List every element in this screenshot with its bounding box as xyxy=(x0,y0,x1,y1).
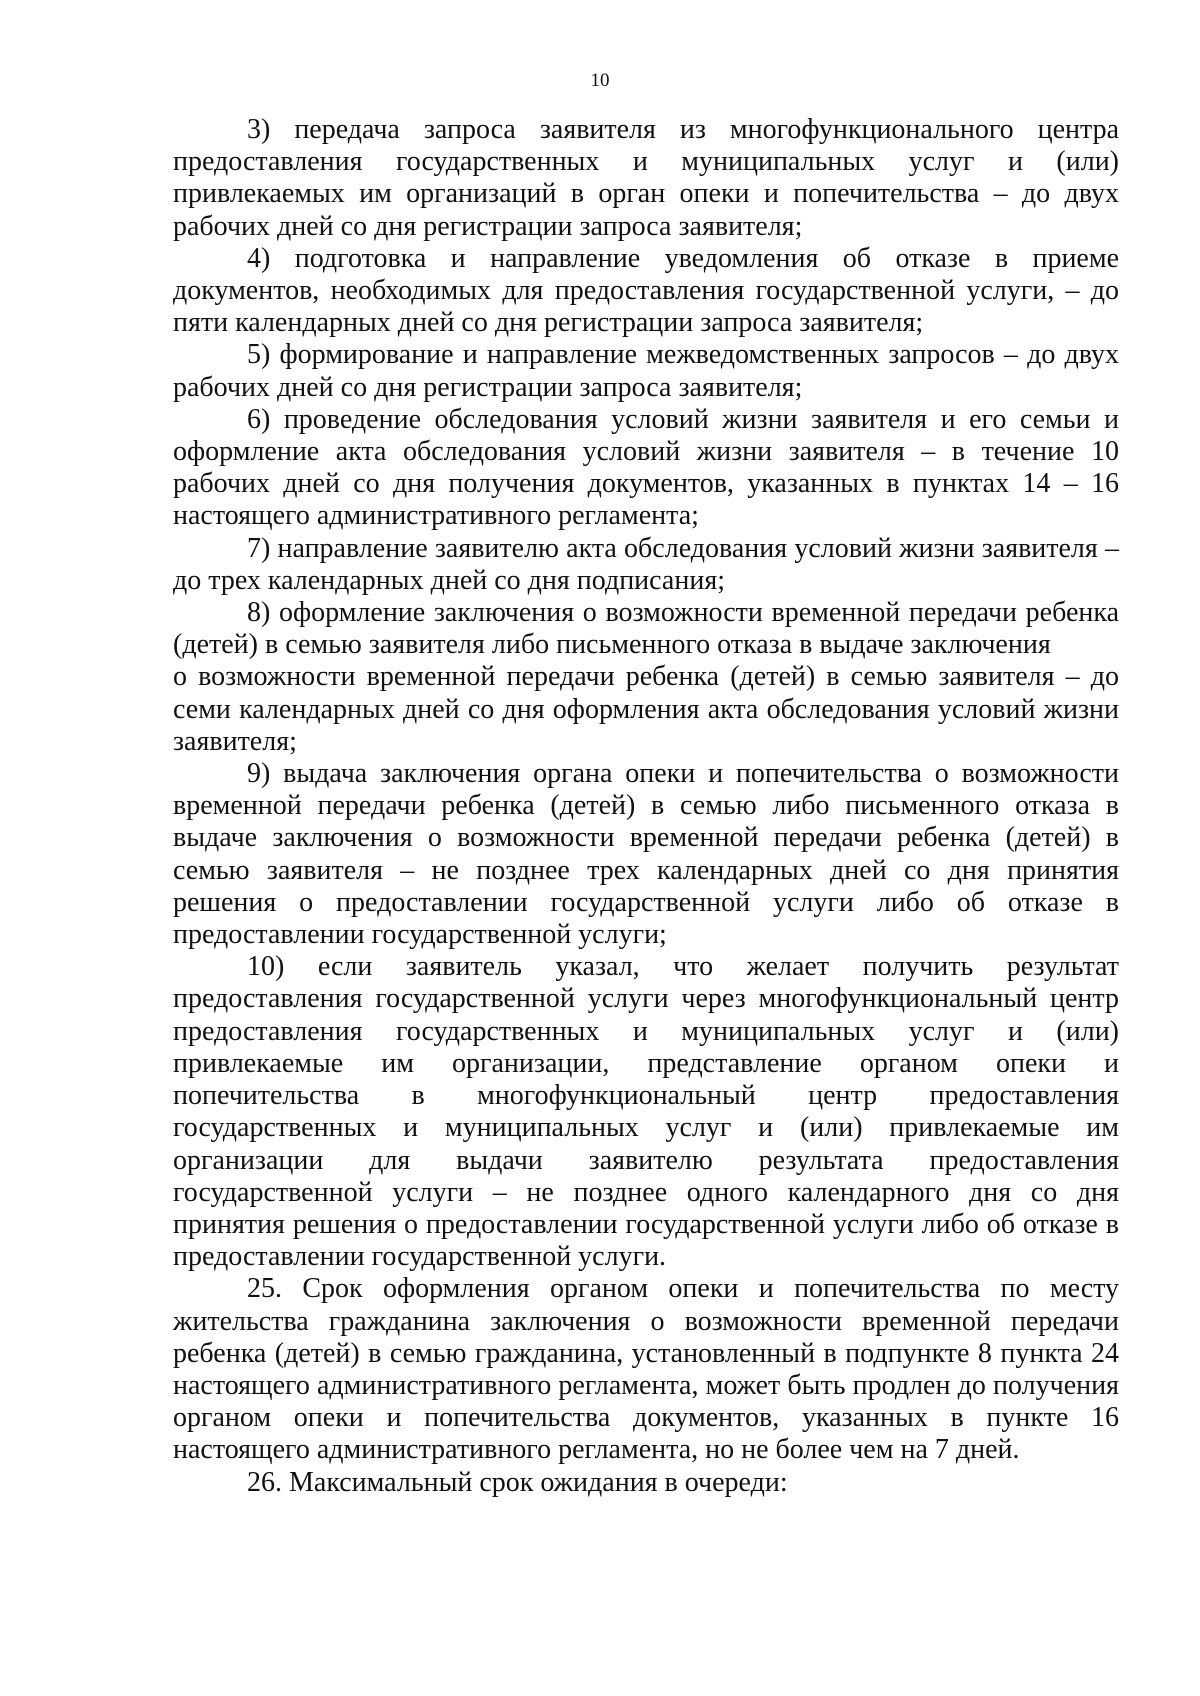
paragraph-item-8: 8) оформление заключения о возможности временной передачи ребенка (детей) в семью заявителя либо письменного отказа в выдаче заключения xyxy=(173,597,1119,661)
page-number: 10 xyxy=(590,70,610,91)
paragraph-item-6: 6) проведение обследования условий жизни заявителя и его семьи и оформление акта обследования условий жизни заявителя – в течение 10 рабочих дней со дня получения документов, указанных в пунктах 14 – 16 настоящего административного регламента; xyxy=(173,403,1119,532)
paragraph-clause-25: 25. Срок оформления органом опеки и попечительства по месту жительства гражданина заключения о возможности временной передачи ребенка (детей) в семью гражданина, установленный в подпункте 8 пункта 24 настоящего административного регламента, может быть продлен до получения органом опеки и попечительства документов, указанных в пункте 16 настоящего административного регламента, но не более чем на 7 дней. xyxy=(173,1273,1119,1466)
paragraph-item-9: 9) выдача заключения органа опеки и попечительства о возможности временной передачи ребенка (детей) в семью либо письменного отказа в выдаче заключения о возможности временной передачи ребенка (детей) в семью заявителя – не позднее трех календарных дней со дня принятия решения о предоставлении государственной услуги либо об отказе в предоставлении государственной услуги; xyxy=(173,758,1119,951)
paragraph-item-8-continuation: о возможности временной передачи ребенка (детей) в семью заявителя – до семи календарных дней со дня оформления акта обследования условий жизни заявителя; xyxy=(173,661,1119,757)
paragraph-item-5: 5) формирование и направление межведомственных запросов – до двух рабочих дней со дня регистрации запроса заявителя; xyxy=(173,339,1119,403)
paragraph-item-10: 10) если заявитель указал, что желает получить результат предоставления государственной услуги через многофункциональный центр предоставления государственных и муниципальных услуг и (или) привлекаемые им организации, представление органом опеки и попечительства в многофункциональный центр предоставления государственных и муниципальных услуг и (или) привлекаемые им организации для выдачи заявителю результата предоставления государственной услуги – не позднее одного календарного дня со дня принятия решения о предоставлении государственной услуги либо об отказе в предоставлении государственной услуги. xyxy=(173,951,1119,1273)
document-body xyxy=(173,114,1119,1499)
paragraph-item-3: 3) передача запроса заявителя из многофункционального центра предоставления государственных и муниципальных услуг и (или) привлекаемых им организаций в орган опеки и попечительства – до двух рабочих дней со дня регистрации запроса заявителя; xyxy=(173,114,1119,242)
paragraph-item-7: 7) направление заявителю акта обследования условий жизни заявителя – до трех календарных дней со дня подписания; xyxy=(173,532,1119,596)
paragraph-item-4: 4) подготовка и направление уведомления об отказе в приеме документов, необходимых для предоставления государственной услуги, – до пяти календарных дней со дня регистрации запроса заявителя; xyxy=(173,242,1119,339)
paragraph-clause-26: 26. Максимальный срок ожидания в очереди: xyxy=(247,1466,788,1498)
